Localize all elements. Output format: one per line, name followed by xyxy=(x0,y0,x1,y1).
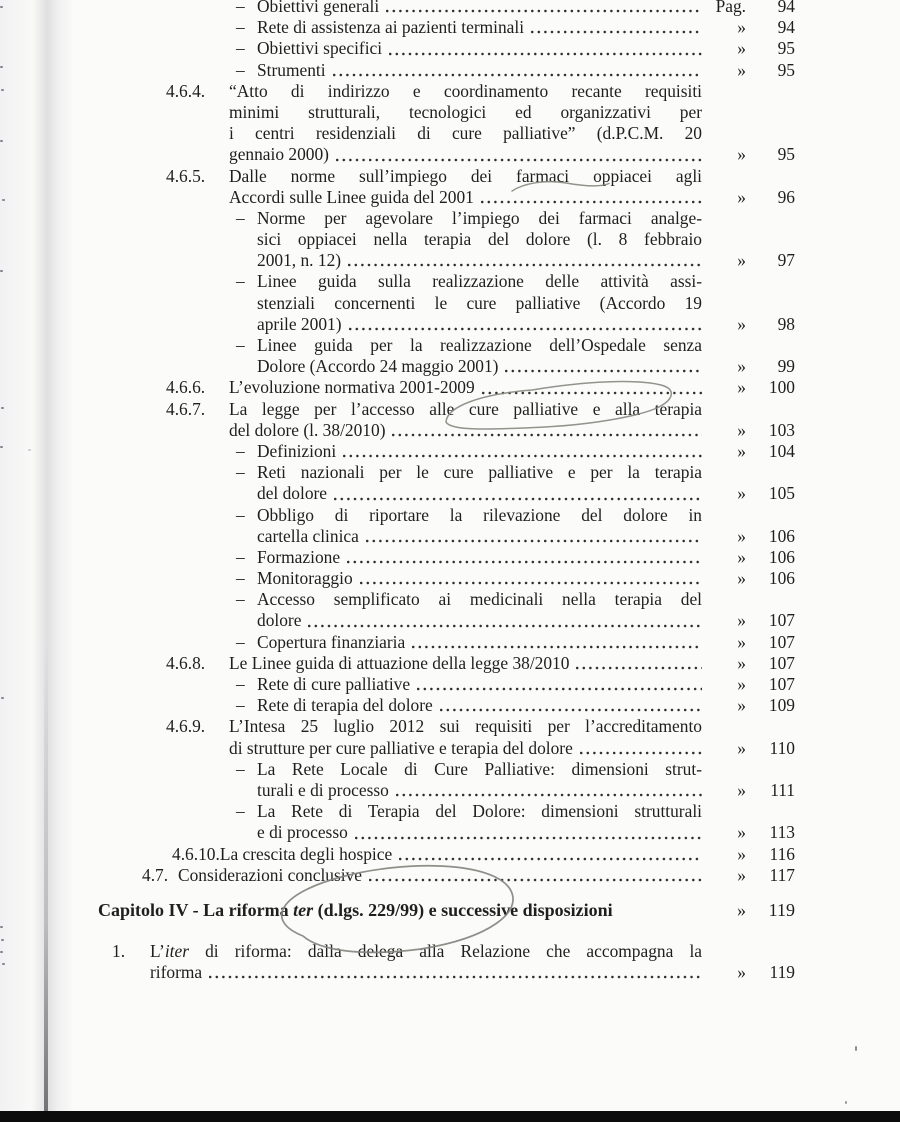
entry-text: aprile 2001) xyxy=(257,313,342,334)
entry-text: Reti nazionali per le cure palliative e per la terapia xyxy=(257,462,702,483)
entry-text: di strutture per cure palliative e terapia del dolore xyxy=(229,737,573,758)
scan-speck xyxy=(1,407,4,409)
scan-speck xyxy=(2,199,5,201)
page-ref-symbol: » xyxy=(737,674,746,694)
entry-text xyxy=(98,899,705,922)
dash-bullet: – xyxy=(236,546,245,567)
page-ref-symbol: » xyxy=(737,59,746,80)
page-ref-symbol: » xyxy=(737,610,746,631)
entry-text: Rete di assistenza ai pazienti terminali xyxy=(257,17,525,38)
page-ref-symbol: Pag. xyxy=(715,0,746,16)
dot-leader xyxy=(308,624,702,629)
page-ref-symbol: » xyxy=(737,962,746,983)
entry-text: gennaio 2000) xyxy=(229,144,329,165)
toc-row xyxy=(0,695,900,716)
section-number: 4.6.6. xyxy=(166,377,206,398)
dot-leader xyxy=(482,391,702,396)
toc-gap xyxy=(0,886,900,899)
section-number: 4.6.5. xyxy=(166,165,206,186)
toc-row xyxy=(0,102,900,123)
scan-speck xyxy=(0,140,3,142)
toc-row xyxy=(0,759,900,780)
dash-bullet: – xyxy=(236,335,245,355)
entry-text: Rete di terapia del dolore xyxy=(257,695,433,716)
toc-row xyxy=(0,60,900,81)
page-ref-symbol: » xyxy=(737,568,746,589)
toc-row xyxy=(0,166,900,187)
entry-text: Obiettivi specifici xyxy=(257,38,383,59)
entry-text: cartella clinica xyxy=(257,525,359,546)
scan-speck xyxy=(855,1046,857,1051)
toc-gap xyxy=(0,922,900,941)
page-number: 94 xyxy=(777,0,795,16)
page-number: 117 xyxy=(769,864,795,885)
scan-speck xyxy=(0,951,3,953)
entry-text: Monitoraggio xyxy=(257,568,353,589)
dot-leader xyxy=(580,751,702,756)
entry-text: Obbligo di riportare la rilevazione del dolore in xyxy=(257,504,702,525)
dash-bullet: – xyxy=(236,631,245,652)
gutter-line xyxy=(44,640,48,1112)
page-ref-symbol: » xyxy=(737,356,746,377)
entry-text: Obiettivi generali xyxy=(257,0,380,16)
dash-bullet: – xyxy=(236,440,245,461)
entry-text: La legge per l’accesso alle cure palliative e alla terapia xyxy=(229,398,702,419)
entry-text: Dolore (Accordo 24 maggio 2001) xyxy=(257,356,499,377)
dash-bullet: – xyxy=(236,17,245,38)
dash-bullet: – xyxy=(236,504,245,525)
dot-leader xyxy=(392,433,702,438)
dot-leader xyxy=(360,581,702,586)
dot-leader xyxy=(417,687,702,692)
toc-row xyxy=(0,81,900,102)
scan-speck xyxy=(0,6,3,8)
entry-text: 2001, n. 12) xyxy=(257,250,342,271)
toc-row xyxy=(0,356,900,377)
toc-row xyxy=(0,0,900,17)
entry-text-segment: iter xyxy=(164,940,189,961)
entry-text: stenziali concernenti le cure palliative (Accordo 19 xyxy=(257,292,702,313)
toc-row xyxy=(0,208,900,229)
dot-leader xyxy=(531,30,702,35)
toc-row xyxy=(0,462,900,483)
entry-text: dolore xyxy=(257,610,302,631)
dot-leader xyxy=(349,327,702,332)
page-number: 110 xyxy=(769,737,795,758)
page-ref-symbol: » xyxy=(737,144,746,165)
page-number: 98 xyxy=(777,313,795,334)
entry-text: Le Linee guida di attuazione della legge 38/2010 xyxy=(229,652,570,673)
entry-text: L’Intesa 25 luglio 2012 sui requisiti per l’accreditamento xyxy=(229,716,702,737)
toc-row xyxy=(0,420,900,441)
toc-row xyxy=(0,335,900,356)
toc-row xyxy=(0,941,900,962)
toc-row xyxy=(0,38,900,59)
toc-row xyxy=(0,780,900,801)
entry-text: Norme per agevolare l’impiego dei farmaci analge- xyxy=(257,207,702,228)
toc-row xyxy=(0,17,900,38)
toc-row xyxy=(0,738,900,759)
page-number: 104 xyxy=(768,440,795,461)
entry-text: sici oppiacei nella terapia del dolore (l. 8 febbraio xyxy=(257,229,702,250)
page-number: 94 xyxy=(777,17,795,38)
entry-text-segment: L’ xyxy=(150,940,165,961)
page-ref-symbol: » xyxy=(737,525,746,546)
toc-row xyxy=(0,483,900,504)
dot-leader xyxy=(396,793,702,798)
scan-speck xyxy=(0,926,3,928)
toc-row xyxy=(0,716,900,737)
dash-bullet: – xyxy=(236,758,245,779)
section-number: 4.6.8. xyxy=(166,652,206,673)
entry-text-segment: Capitolo IV - La riforma xyxy=(98,899,294,920)
entry-text: riforma xyxy=(150,962,203,983)
entry-text: e di processo xyxy=(257,822,348,843)
toc-row xyxy=(0,801,900,822)
page-number: 119 xyxy=(768,899,795,920)
dash-bullet: – xyxy=(236,0,245,16)
page-ref-symbol: » xyxy=(737,695,746,716)
entry-text: La crescita degli hospice xyxy=(219,843,393,864)
dash-bullet: – xyxy=(236,38,245,59)
dot-leader xyxy=(209,975,702,980)
page-number: 106 xyxy=(768,568,795,589)
page-number: 109 xyxy=(768,695,795,716)
page-ref-symbol: » xyxy=(737,440,746,461)
toc-row xyxy=(0,250,900,271)
dash-bullet: – xyxy=(236,462,245,483)
entry-text: Rete di cure palliative xyxy=(257,674,411,694)
page-number: 95 xyxy=(777,144,795,165)
page-ref-symbol: » xyxy=(737,631,746,652)
toc-row xyxy=(0,632,900,653)
page-number: 107 xyxy=(768,652,795,673)
dash-bullet: – xyxy=(236,589,245,610)
entry-text: Linee guida per la realizzazione dell’Ospedale senza xyxy=(257,335,702,355)
dash-bullet: – xyxy=(236,271,245,292)
toc-row xyxy=(0,526,900,547)
entry-text: Considerazioni conclusive xyxy=(178,864,363,885)
page-ref-symbol: » xyxy=(737,377,746,398)
entry-text: Copertura finanziaria xyxy=(257,631,406,652)
toc-row xyxy=(0,293,900,314)
toc-row xyxy=(0,399,900,420)
dot-leader xyxy=(440,708,702,713)
scan-speck xyxy=(0,66,3,68)
entry-text: del dolore xyxy=(257,483,328,504)
section-number: 4.6.4. xyxy=(166,80,206,101)
page-ref-symbol: » xyxy=(737,652,746,673)
dot-leader xyxy=(348,263,702,268)
scan-speck xyxy=(28,449,31,451)
entry-text: i centri residenziali di cure palliative” (d.P.C.M. 20 xyxy=(229,123,702,144)
dot-leader xyxy=(481,200,702,205)
scan-speck xyxy=(1,89,4,91)
page-ref-symbol: » xyxy=(737,864,746,885)
dot-leader xyxy=(412,645,702,650)
dot-leader xyxy=(399,857,702,862)
entry-text: Dalle norme sull’impiego dei farmaci oppiacei agli xyxy=(229,165,702,186)
page-number: 95 xyxy=(777,38,795,59)
toc-row xyxy=(0,610,900,631)
entry-text: Formazione xyxy=(257,546,341,567)
entry-text: Strumenti xyxy=(257,59,326,80)
toc-row xyxy=(0,844,900,865)
section-number: 4.7. xyxy=(142,864,169,885)
page-number: 107 xyxy=(768,610,795,631)
entry-text-segment: ter xyxy=(293,899,314,920)
page-number: 106 xyxy=(768,546,795,567)
page-ref-symbol: » xyxy=(737,546,746,567)
toc-row xyxy=(0,314,900,335)
toc-row xyxy=(0,377,900,398)
dash-bullet: – xyxy=(236,207,245,228)
toc-row xyxy=(0,674,900,695)
toc-row xyxy=(0,123,900,144)
toc-row xyxy=(0,568,900,589)
toc-row xyxy=(0,144,900,165)
toc-row xyxy=(0,271,900,292)
section-number: 1. xyxy=(112,940,126,961)
dot-leader xyxy=(576,666,702,671)
dot-leader xyxy=(343,454,702,459)
dot-leader xyxy=(386,9,702,14)
toc-row xyxy=(0,865,900,886)
page-ref-symbol: » xyxy=(737,419,746,440)
entry-text: Accordi sulle Linee guida del 2001 xyxy=(229,186,474,207)
page-number: 116 xyxy=(769,843,795,864)
entry-text: Definizioni xyxy=(257,440,337,461)
page-number: 95 xyxy=(777,59,795,80)
entry-text: del dolore (l. 38/2010) xyxy=(229,419,386,440)
page-number: 105 xyxy=(768,483,795,504)
entry-text: minimi strutturali, tecnologici ed organizzativi per xyxy=(229,101,702,122)
dot-leader xyxy=(347,560,702,565)
entry-text-segment: di riforma: dalla delega alla Relazione che accompagna la xyxy=(188,940,702,961)
entry-text: turali e di processo xyxy=(257,779,389,800)
page-ref-symbol: » xyxy=(737,737,746,758)
section-number: 4.6.9. xyxy=(166,716,206,737)
dot-leader xyxy=(336,158,702,163)
dot-leader xyxy=(366,539,702,544)
entry-text xyxy=(150,941,702,962)
page-number: 119 xyxy=(769,962,795,983)
page-number: 99 xyxy=(777,356,795,377)
page-number: 100 xyxy=(768,377,795,398)
entry-text: La Rete di Terapia del Dolore: dimensioni strutturali xyxy=(257,801,702,822)
scan-speck xyxy=(845,1101,847,1104)
dash-bullet: – xyxy=(236,695,245,716)
entry-text-segment: (d.lgs. 229/99) e successive disposizioni xyxy=(313,899,613,920)
entry-text: La Rete Locale di Cure Palliative: dimensioni strut- xyxy=(257,758,702,779)
page-ref-symbol: » xyxy=(737,313,746,334)
toc-row xyxy=(0,505,900,526)
toc-row xyxy=(0,822,900,843)
dot-leader xyxy=(389,52,702,57)
chapter-heading-row xyxy=(0,899,900,922)
page-ref-symbol: » xyxy=(737,38,746,59)
page-ref-symbol: » xyxy=(737,483,746,504)
page-number: 96 xyxy=(777,186,795,207)
toc-row xyxy=(0,187,900,208)
page-ref-symbol: » xyxy=(737,843,746,864)
entry-text: “Atto di indirizzo e coordinamento recante requisiti xyxy=(229,80,702,101)
dot-leader xyxy=(369,878,702,883)
dot-leader xyxy=(334,497,702,502)
toc-row xyxy=(0,962,900,983)
scan-speck xyxy=(1,697,4,699)
section-number: 4.6.10. xyxy=(172,843,220,864)
section-number: 4.6.7. xyxy=(166,398,206,419)
dot-leader xyxy=(505,369,702,374)
entry-text: L’evoluzione normativa 2001-2009 xyxy=(229,377,475,398)
page-number: 97 xyxy=(777,250,795,271)
dot-leader xyxy=(333,73,702,78)
page-number: 103 xyxy=(768,419,795,440)
scan-speck xyxy=(1,939,4,941)
page-ref-symbol: » xyxy=(737,822,746,843)
dash-bullet: – xyxy=(236,801,245,822)
dash-bullet: – xyxy=(236,568,245,589)
page-ref-symbol: » xyxy=(737,779,746,800)
page-number: 107 xyxy=(768,674,795,694)
toc-row xyxy=(0,589,900,610)
page-ref-symbol: » xyxy=(737,899,746,920)
scan-speck xyxy=(0,270,3,272)
page-number: 113 xyxy=(769,822,795,843)
dot-leader xyxy=(355,836,702,841)
toc-row xyxy=(0,653,900,674)
entry-text: Accesso semplificato ai medicinali nella terapia del xyxy=(257,589,702,610)
page-number: 107 xyxy=(768,631,795,652)
scan-speck xyxy=(2,963,5,965)
page-number: 111 xyxy=(770,779,795,800)
page-ref-symbol: » xyxy=(737,186,746,207)
bottom-scan-bar xyxy=(0,1111,900,1122)
dash-bullet: – xyxy=(236,674,245,694)
page-number: 106 xyxy=(768,525,795,546)
toc-row xyxy=(0,547,900,568)
scan-speck xyxy=(0,446,3,448)
toc-row xyxy=(0,441,900,462)
dash-bullet: – xyxy=(236,59,245,80)
toc-row xyxy=(0,229,900,250)
page-ref-symbol: » xyxy=(737,17,746,38)
entry-text: Linee guida sulla realizzazione delle attività assi- xyxy=(257,271,702,292)
page-ref-symbol: » xyxy=(737,250,746,271)
